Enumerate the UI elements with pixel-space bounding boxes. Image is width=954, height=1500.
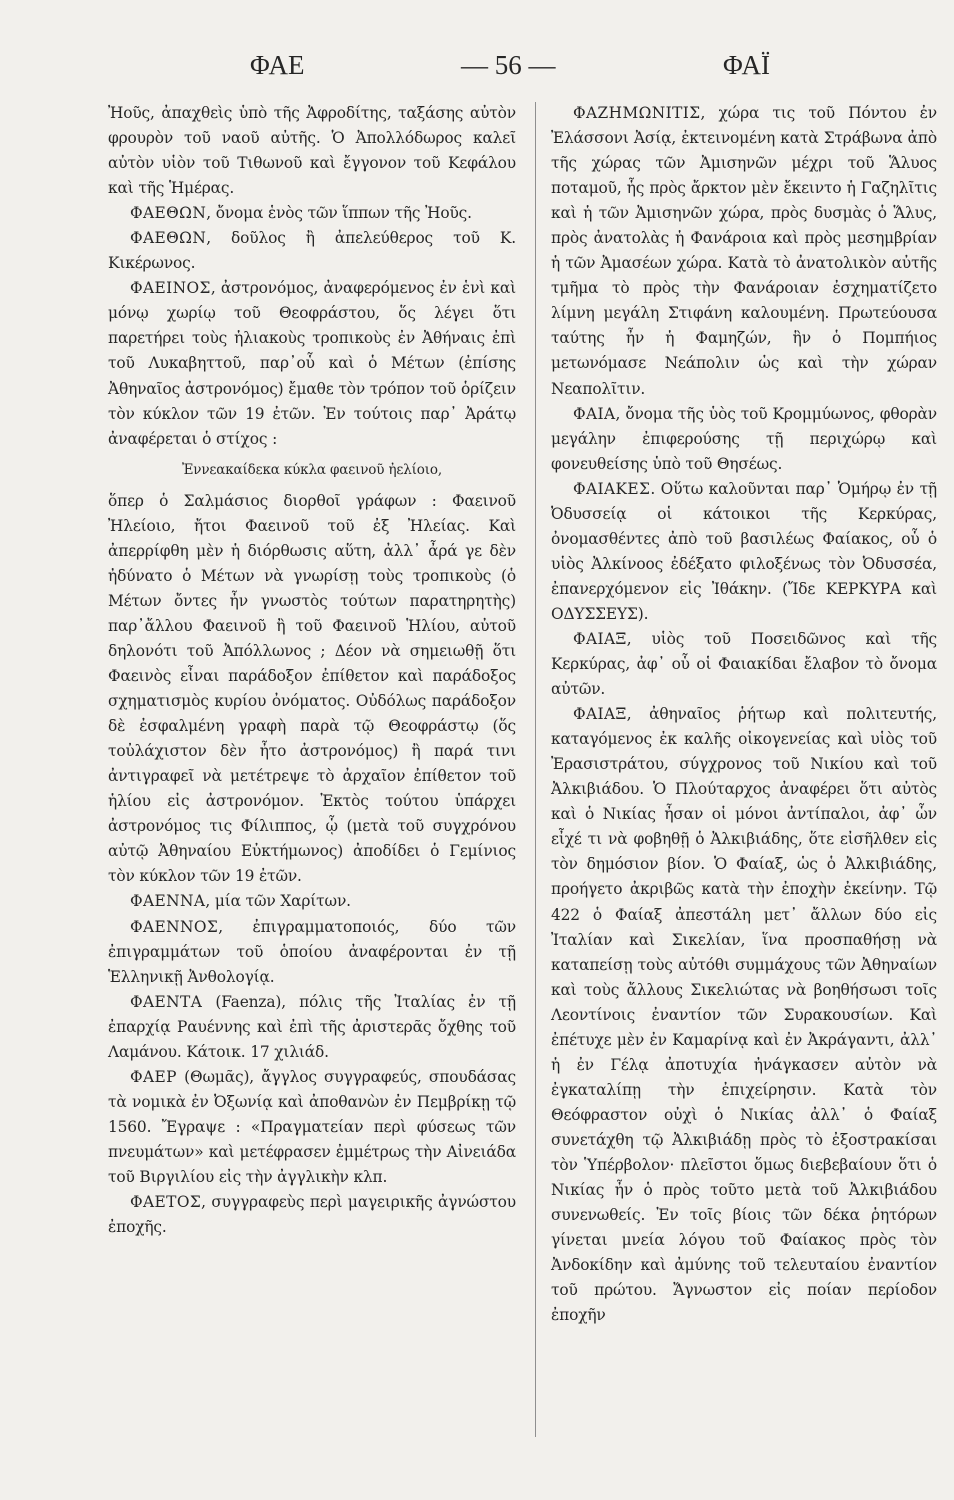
- right-column: [551, 101, 937, 1328]
- header-right-guideword: ΦΑΪ: [723, 50, 770, 80]
- entry-text: , ἀθηναῖος ῥήτωρ καὶ πολιτευτής, καταγόμενος ἐκ καλῆς οἰκογενείας καὶ υἱὸς τοῦ Ἐρασιστράτου, σύγχρονος τοῦ Νικίου καὶ τοῦ Ἀλκιβιάδου. Ὁ Πλούταρχος ἀναφέρει ὅτι αὐτὸς καὶ ὁ Νικίας ἦσαν οἱ μόνοι ἀντίπαλοι, ἀφ᾽ ὧν εἶχέ τι νὰ φοβηθῇ ὁ Ἀλκιβιάδης, ὅτε εἰσῆλθεν εἰς τὸν δημόσιον βίον. Ὁ Φαίαξ, ὡς ὁ Ἀλκιβιάδης, προήγετο ἀκριβῶς κατὰ τὴν ἐποχὴν ἐκείνην. Τῷ 422 ὁ Φαίαξ ἀπεστάλη μετ᾽ ἄλλων δύο εἰς Ἰταλίαν καὶ Σικελίαν, ἵνα προσπαθήσῃ νὰ καταπείσῃ τοὺς αὐτόθι συμμάχους τῶν Ἀθηναίων καὶ τοὺς ἄλλους Σικελιώτας νὰ βοηθήσωσι τοῖς Λεοντίνοις ἐναντίον τῶν Συρακουσίων. Καὶ ἐπέτυχε μὲν ἐν Καμαρίνᾳ καὶ ἐν Ἀκράγαντι, ἀλλ᾽ ἡ ἐν Γέλᾳ ἀποτυχία ἠνάγκασεν αὐτὸν νὰ ἐγκαταλίπῃ τὴν ἐπιχείρησιν. Κατὰ τὸν Θεόφραστον οὐχὶ ὁ Νικίας ἀλλ᾽ ὁ Φαίαξ συνετάχθη τῷ Ἀλκιβιάδῃ πρὸς τὸ ἐξοστρακίσαι τὸν Ὑπέρβολον· πλεῖστοι ὅμως διεβεβαίουν ὅτι ὁ Νικίας ἦν ὁ πρὸς τοῦτο μετὰ τοῦ Ἀλκιβιάδου συνενωθείς. Ἐν τοῖς βίοις τῶν δέκα ῥητόρων γίνεται μνεία λόγου τοῦ Φαίακος πρὸς τὸν Ἀνδοκίδην καὶ ἀμύνης τοῦ τελευταίου ἐναντίον τοῦ πρώτου. Ἄγνωστον εἰς ποίαν περίοδον ἐποχῆν: [551, 705, 937, 1325]
- entry-paragraph: [108, 990, 516, 1065]
- entry-headword: ΦΑΕΘΩΝ: [130, 204, 207, 223]
- entry-paragraph: [108, 226, 516, 276]
- entry-paragraph: [551, 702, 937, 1328]
- entry-text: , ἀστρονόμος, ἀναφερόμενος ἐν ἑνὶ καὶ μόνῳ χωρίῳ τοῦ Θεοφράστου, ὅς λέγει ὅτι παρετήρει τοὺς ἡλιακοὺς τροπικοὺς ἐν Ἀθήναις ἐπὶ τοῦ Λυκαβηττοῦ, παρ᾽οὗ καὶ ὁ Μέτων (ἐπίσης Ἀθηναῖος ἀστρονόμος) ἔμαθε τὸν τρόπον τοῦ ὁρίζειν τὸν κύκλον τῶν 19 ἐτῶν. Ἐν τούτοις παρ᾽ Ἀράτῳ ἀναφέρεται ὁ στίχος :: [108, 279, 516, 448]
- paragraph-continuation: ὅπερ ὁ Σαλμάσιος διορθοῖ γράφων : Φαεινοῦ Ἠλείοιο, ἤτοι Φαεινοῦ τοῦ ἐξ Ἠλείας. Καὶ ἀπερρίφθη μὲν ἡ διόρθωσις αὕτη, ἀλλ᾽ ἆρά γε δὲν ἠδύνατο ὁ Μέτων νὰ γνωρίσῃ τοὺς τροπικοὺς (ὁ Μέτων ὄντες ἦν γνωστὸς τούτων παρατηρητὴς) παρ᾽ἄλλου Φαεινοῦ ἢ τοῦ Φαεινοῦ Ἡλίου, αὐτοῦ δηλονότι τοῦ Ἀπόλλωνος ; Δέον νὰ σημειωθῇ ὅτι Φαεινὸς εἶναι παράδοξον ἐπίθετον καὶ παράδοξος σχηματισμὸς κυρίου ὀνόματος. Οὐδόλως παράδοξον δὲ ἐσφαλμένη γραφὴ παρὰ τῷ Θεοφράστῳ (ὅς τοὐλάχιστον δὲν ἦτο ἀστρονόμος) ἢ παρά τινι ἀντιγραφεῖ νὰ μετέτρεψε τὸ ἀρχαῖον ἐπίθετον τοῦ ἡλίου εἰς ἀστρονόμον. Ἐκτὸς τούτου ὑπάρχει ἀστρονόμος τις Φίλιππος, ᾧ (μετὰ τοῦ συγχρόνου αὐτῷ Ἀθηναίου Εὐκτήμωνος) ἀποδίδει ὁ Γεμίνιος τὸν κύκλον τῶν 19 ἐτῶν.: [108, 491, 516, 886]
- paragraph-continuation: Ἠοῦς, ἀπαχθεὶς ὑπὸ τῆς Ἀφροδίτης, ταξάσης αὐτὸν φρουρὸν τοῦ ναοῦ αὐτῆς. Ὁ Ἀπολλόδωρος καλεῖ αὐτὸν υἱὸν τοῦ Τιθωνοῦ καὶ ἔγγονον τοῦ Κεφάλου καὶ τῆς Ἡμέρας.: [108, 104, 516, 198]
- entry-paragraph: [108, 1065, 516, 1190]
- entry-paragraph: [551, 477, 937, 627]
- entry-headword: ΦΑΕΙΝΟΣ: [130, 279, 211, 298]
- entry-headword: ΦΑΕΝΤΑ: [130, 992, 203, 1011]
- entry-text: , μία τῶν Χαρίτων.: [205, 892, 351, 911]
- running-header: [0, 50, 954, 90]
- entry-text: , δοῦλος ἢ ἀπελεύθερος τοῦ Κ. Κικέρωνος.: [108, 229, 516, 273]
- entry-text: , ὄνομα ἑνὸς τῶν ἵππων τῆς Ἠοῦς.: [206, 204, 472, 223]
- entry-text: , ὄνομα τῆς ὑὸς τοῦ Κρομμύωνος, φθορὰν μεγάλην ἐπιφερούσης τῇ περιχώρῳ καὶ φονευθείσης ὑπὸ τοῦ Θησέως.: [551, 404, 937, 473]
- entry-headword: ΦΑΙΑ: [573, 404, 616, 423]
- entry-headword: ΦΑΖΗΜΩΝΙΤΙΣ: [573, 104, 701, 122]
- entry-text: (Θωμᾶς), ἄγγλος συγγραφεύς, σπουδάσας τὰ νομικὰ ἐν Ὀξωνίᾳ καὶ ἀποθανὼν ἐν Πεμβρίκῃ τῷ 1560. Ἔγραψε : «Πραγματείαν περὶ φύσεως τῶν πνευμάτων» καὶ μετέφρασεν ἐμμέτρως τὴν Αἰνειάδα τοῦ Βιργιλίου εἰς τὴν ἀγγλικὴν κλπ.: [108, 1067, 516, 1186]
- page-number: — 56 —: [461, 50, 556, 80]
- left-column: [108, 101, 516, 1240]
- entry-paragraph: [551, 402, 937, 477]
- entry-paragraph: [108, 276, 516, 451]
- entry-paragraph: [551, 101, 937, 402]
- entry-headword: ΦΑΕΡ: [130, 1067, 177, 1086]
- entry-paragraph: [551, 627, 937, 702]
- entry-text: , χώρα τις τοῦ Πόντου ἐν Ἐλάσσονι Ἀσίᾳ, ἐκτεινομένη κατὰ Στράβωνα ἀπὸ τῆς χώρας τῶν Ἀμισηνῶν μέχρι τοῦ Ἅλυος ποταμοῦ, ἧς πρὸς ἄρκτον μὲν ἔκειντο ἡ Γαζηλῖτις καὶ ἡ τῶν Ἀμισηνῶν χώρα, πρὸς δυσμὰς ὁ Ἅλυς, πρὸς ἀνατολὰς ἡ Φανάροια καὶ πρὸς μεσημβρίαν ἡ τῶν Ἀμασέων χώρα. Κατὰ τὸ ἀνατολικὸν αὐτῆς τμῆμα τὸ πρὸς τὴν Φανάροιαν ἐσχηματίζετο λίμνη μεγάλη Στιφάνη καλουμένη. Πρωτεύουσα ταύτης ἦν ἡ Φαμηζών, ἣν ὁ Πομπήιος μετωνόμασε Νεάπολιν ὡς καὶ τὴν χώραν Νεαπολῖτιν.: [551, 104, 937, 398]
- entry-text: , υἱὸς τοῦ Ποσειδῶνος καὶ τῆς Κερκύρας, ἀφ᾽ οὗ οἱ Φαιακίδαι ἔλαβον τὸ ὄνομα αὐτῶν.: [551, 629, 937, 699]
- entry-text: (Faenza), πόλις τῆς Ἰταλίας ἐν τῇ ἐπαρχίᾳ Ραυέννης καὶ ἐπὶ τῆς ἀριστερᾶς ὄχθης τοῦ Λαμάνου. Κάτοικ. 17 χιλιάδ.: [108, 992, 516, 1061]
- header-left-guideword: ΦΑΕ: [250, 50, 305, 80]
- entry-paragraph: [108, 201, 516, 226]
- entry-headword: ΦΑΕΤΟΣ: [130, 1193, 202, 1212]
- entry-headword: ΦΑΕΝΝΟΣ: [130, 917, 219, 936]
- entry-text: . Οὕτω καλοῦνται παρ᾽ Ὁμήρῳ ἐν τῇ Ὀδυσσείᾳ οἱ κάτοικοι τῆς Κερκύρας, ὀνομασθέντες ἀπὸ τοῦ βασιλέως Φαίακος, οὗ ὁ υἱὸς Ἀλκίνοος ἐδέξατο φιλοξένως τὸν Ὀδυσσέα, ἐπανερχόμενον εἰς Ἰθάκην. (Ἴδε ΚΕΡΚΥΡΑ καὶ ΟΔΥΣΣΕΥΣ).: [551, 479, 937, 623]
- quoted-verse: Ἐννεακαίδεκα κύκλα φαεινοῦ ἠελίοιο,: [181, 461, 443, 478]
- entry-headword: ΦΑΙΑΞ: [573, 629, 627, 648]
- entry-headword: ΦΑΙΑΚΕΣ: [573, 479, 651, 498]
- entry-text: , ἐπιγραμματοποιός, δύο τῶν ἐπιγραμμάτων τοῦ ὁποίου ἀναφέρονται ἐν τῇ Ἑλληνικῇ Ἀνθολογίᾳ.: [108, 917, 516, 986]
- entry-headword: ΦΑΕΝΝΑ: [130, 892, 206, 911]
- entry-headword: ΦΑΕΘΩΝ: [130, 229, 207, 248]
- entry-paragraph: [108, 1190, 516, 1240]
- entry-paragraph: [108, 915, 516, 990]
- entry-paragraph: [108, 889, 516, 914]
- column-divider: [535, 102, 536, 1437]
- entry-headword: ΦΑΙΑΞ: [573, 705, 627, 724]
- entry-text: , συγγραφεὺς περὶ μαγειρικῆς ἀγνώστου ἐποχῆς.: [108, 1193, 516, 1237]
